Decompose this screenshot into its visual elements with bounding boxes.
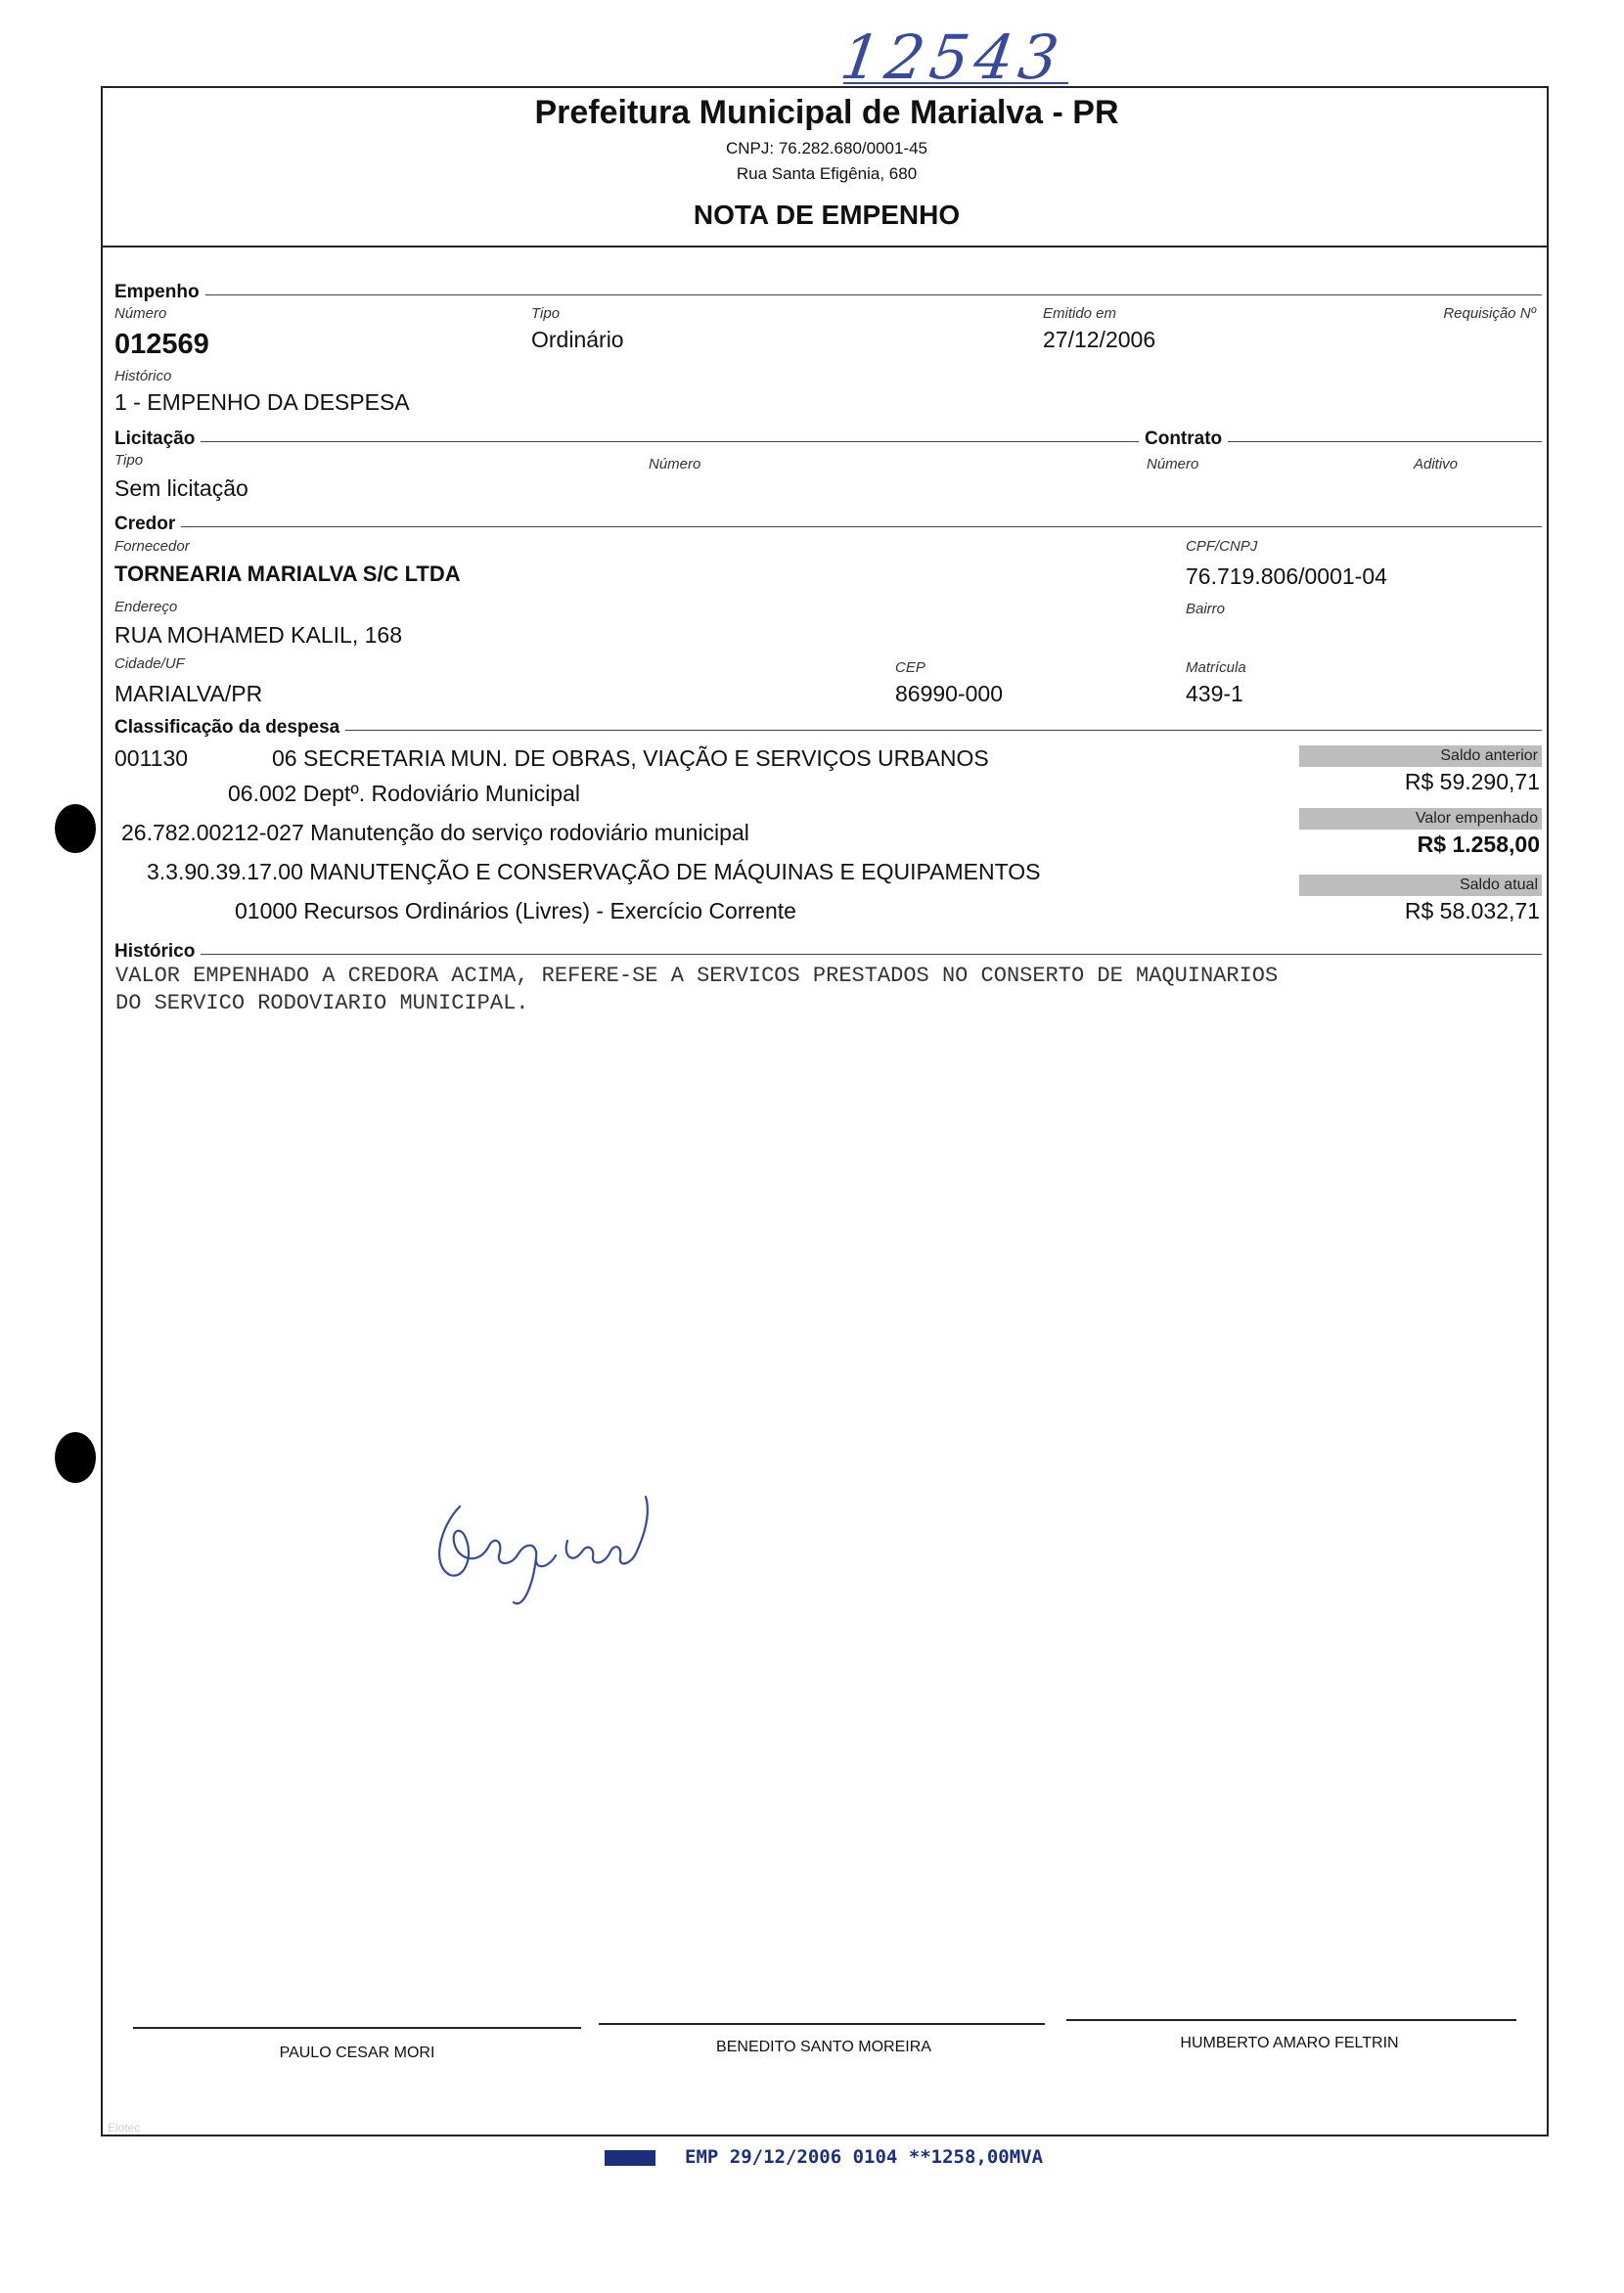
classificacao-funcional: 26.782.00212-027 Manutenção do serviço rodoviário municipal — [121, 820, 749, 845]
cep-label: CEP — [895, 659, 925, 676]
signature-line-1 — [133, 2027, 581, 2029]
saldo-atual-value: R$ 58.032,71 — [1404, 898, 1540, 923]
classificacao-section-title: Classificação da despesa — [114, 717, 345, 739]
cidade-value: MARIALVA/PR — [114, 681, 263, 706]
licitacao-tipo-value: Sem licitação — [114, 475, 248, 501]
handwritten-number: 12543 — [835, 22, 1069, 93]
fornecedor-value: TORNEARIA MARIALVA S/C LTDA — [114, 562, 461, 586]
empenho-number: 012569 — [114, 329, 209, 360]
historico-text-line-1: VALOR EMPENHADO A CREDORA ACIMA, REFERE-SE A SERVICOS PRESTADOS NO CONSERTO DE MAQUINARIOS — [115, 964, 1279, 988]
saldo-anterior-label: Saldo anterior — [1299, 745, 1542, 767]
aditivo-label: Aditivo — [1413, 456, 1458, 472]
classificacao-natureza: 3.3.90.39.17.00 MANUTENÇÃO E CONSERVAÇÃO DE MÁQUINAS E EQUIPAMENTOS — [147, 859, 1041, 884]
historico-value: 1 - EMPENHO DA DESPESA — [114, 389, 410, 415]
signature-line-3 — [1066, 2019, 1516, 2021]
tipo-label: Tipo — [531, 305, 561, 322]
historico-rule — [115, 954, 1542, 955]
contrato-section-title: Contrato — [1139, 428, 1228, 450]
credor-rule — [115, 526, 1542, 527]
licitacao-section-title: Licitação — [114, 428, 201, 450]
valor-empenhado-value: R$ 1.258,00 — [1417, 832, 1540, 857]
municipality-title: Prefeitura Municipal de Marialva - PR — [534, 94, 1119, 131]
matricula-label: Matrícula — [1186, 659, 1246, 676]
cep-value: 86990-000 — [895, 681, 1003, 706]
emitido-label: Emitido em — [1043, 305, 1117, 322]
saldo-atual-label: Saldo atual — [1299, 875, 1542, 896]
fornecedor-label: Fornecedor — [114, 538, 190, 555]
emitido-value: 27/12/2006 — [1043, 327, 1156, 352]
endereco-label: Endereço — [114, 599, 178, 615]
header-separator — [101, 246, 1549, 247]
licitacao-numero-label: Número — [649, 456, 701, 472]
cidade-label: Cidade/UF — [114, 655, 185, 672]
signature-name-3: HUMBERTO AMARO FELTRIN — [1180, 2035, 1399, 2051]
empenho-section-title: Empenho — [114, 282, 205, 303]
cpf-value: 76.719.806/0001-04 — [1186, 563, 1387, 589]
classificacao-orgao: 06 SECRETARIA MUN. DE OBRAS, VIAÇÃO E SERVIÇOS URBANOS — [272, 745, 989, 771]
matricula-value: 439-1 — [1186, 681, 1243, 706]
endereco-value: RUA MOHAMED KALIL, 168 — [114, 622, 402, 648]
signature-line-2 — [599, 2023, 1045, 2025]
footer-stamp: EMP 29/12/2006 0104 **1258,00MVA — [685, 2146, 1044, 2168]
historico-text-line-2: DO SERVICO RODOVIARIO MUNICIPAL. — [115, 991, 529, 1015]
software-watermark: Elotec — [108, 2121, 141, 2135]
document-title: NOTA DE EMPENHO — [693, 200, 961, 230]
punch-hole-top — [55, 804, 96, 853]
licitacao-tipo-label: Tipo — [114, 452, 144, 469]
classificacao-recurso: 01000 Recursos Ordinários (Livres) - Exercício Corrente — [235, 898, 796, 923]
bairro-label: Bairro — [1186, 601, 1226, 617]
credor-section-title: Credor — [114, 514, 181, 535]
historico-small-label: Histórico — [114, 368, 172, 384]
tipo-value: Ordinário — [531, 327, 624, 352]
handwritten-signature — [421, 1487, 675, 1614]
signature-name-2: BENEDITO SANTO MOREIRA — [716, 2039, 931, 2055]
punch-hole-bottom — [55, 1432, 96, 1483]
address-text: Rua Santa Efigênia, 680 — [736, 164, 918, 183]
classificacao-unidade: 06.002 Deptº. Rodoviário Municipal — [228, 781, 580, 806]
numero-label: Número — [114, 305, 167, 322]
cpf-label: CPF/CNPJ — [1186, 538, 1258, 555]
empenho-rule — [115, 294, 1542, 295]
classificacao-code: 001130 — [114, 745, 189, 771]
contrato-numero-label: Número — [1147, 456, 1199, 472]
cnpj-text: CNPJ: 76.282.680/0001-45 — [725, 139, 928, 157]
licitacao-rule — [115, 441, 1542, 442]
requisicao-label: Requisição Nº — [1443, 305, 1536, 322]
stamp-logo — [605, 2150, 655, 2166]
signature-name-1: PAULO CESAR MORI — [279, 2045, 435, 2061]
saldo-anterior-value: R$ 59.290,71 — [1404, 769, 1540, 794]
valor-empenhado-label: Valor empenhado — [1299, 808, 1542, 830]
handwritten-underline — [843, 82, 1068, 84]
historico-section-title: Histórico — [114, 941, 201, 963]
